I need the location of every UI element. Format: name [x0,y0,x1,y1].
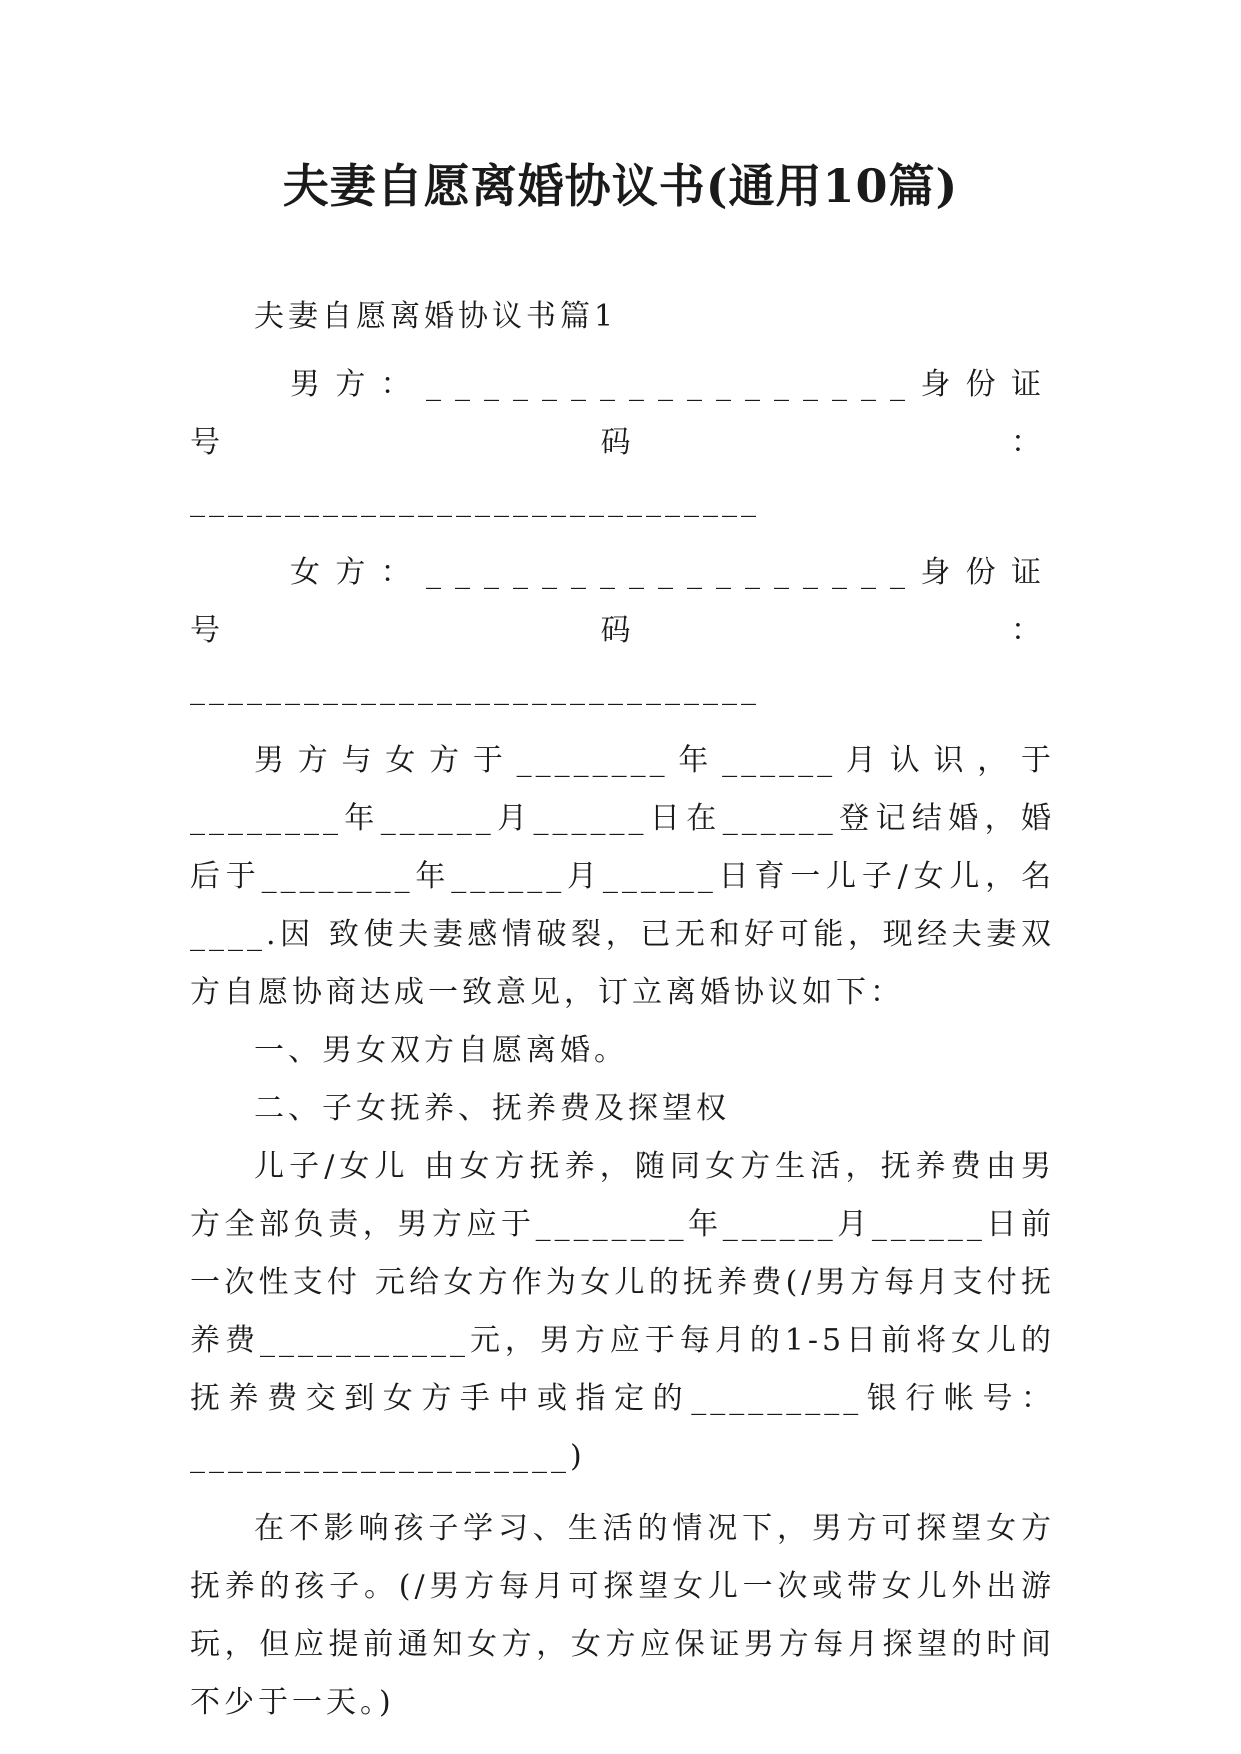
female-id-blank: ______________________________ [190,671,760,706]
paragraph-visitation: 在不影响孩子学习、生活的情况下，男方可探望女方抚养的孩子。(/男方每月可探望女儿一次或带女儿外出游玩，但应提前通知女方，女方应保证男方每月探望的时间不少于一天。) [190,1511,1055,1720]
paragraph-custody: 儿子/女儿 由女方抚养，随同女方生活，抚养费由男方全部负责，男方应于________年______月______日前一次性支付 元给女方作为女儿的抚养费(/男方每月支付抚养费___________元，男方应于每月的1-5日前将女儿的抚养费交到女方手中或指定的_________银行帐号：____________________) [190,1149,1055,1474]
female-party-line: 女方：_________________身份证号码： [190,555,1055,648]
section-heading: 夫妻自愿离婚协议书篇1 [254,299,618,334]
paragraph-clause-1: 一、男女双方自愿离婚。 [254,1033,628,1068]
document-title: 夫妻自愿离婚协议书(通用10篇) [282,159,959,213]
paragraph-intro: 男方与女方于________年______月认识，于________年______月______日在______登记结婚，婚后于________年______月______日育一儿子/女儿，名____.因 致使夫妻感情破裂，已无和好可能，现经夫妻双方自愿协商达成一致意见，订立离婚协议如下： [190,743,1055,1010]
male-id-blank: ______________________________ [190,483,760,518]
male-party-line: 男方：_________________身份证号码： [190,367,1055,460]
paragraph-clause-2: 二、子女抚养、抚养费及探望权 [254,1091,730,1126]
document-body [190,288,1055,1732]
